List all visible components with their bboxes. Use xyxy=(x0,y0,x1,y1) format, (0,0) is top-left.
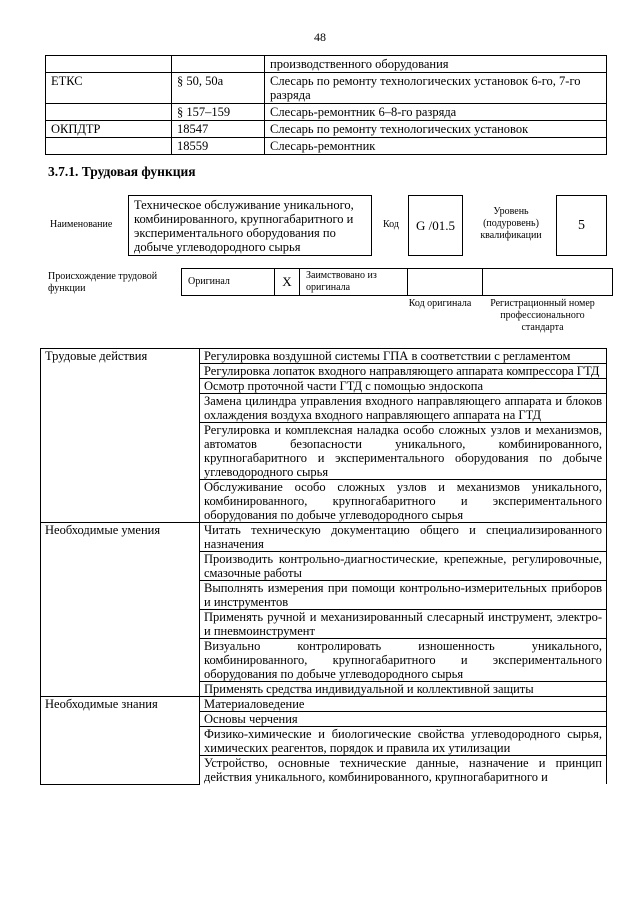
table-row xyxy=(46,138,607,155)
skill-item: Выполнять измерения при помощи контрольно-измерительных приборов и инструментов xyxy=(200,581,607,610)
skill-item: Применять ручной и механизированный слесарный инструмент, электро- и пневмоинструмент xyxy=(200,610,607,639)
table-row xyxy=(46,73,607,104)
skill-item: Применять средства индивидуальной и коллективной защиты xyxy=(200,682,607,697)
labor-action-item: Обслуживание особо сложных узлов и механизмов уникального, комбинированного, крупногабаритного и экспериментального оборудования по добыче углеводородного сырья xyxy=(200,480,607,523)
skill-item: Производить контрольно-диагностические, крепежные, регулировочные, смазочные работы xyxy=(200,552,607,581)
reg-number-caption: Регистрационный номер профессионального стандарта xyxy=(490,298,595,333)
labor-actions-label: Трудовые действия xyxy=(41,349,200,523)
table-row xyxy=(41,697,607,712)
table-cell: § 50, 50а xyxy=(172,73,265,104)
code-label: Код xyxy=(383,219,399,230)
origin-table xyxy=(181,268,613,296)
original-mark: X xyxy=(275,269,300,296)
knowledge-item: Физико-химические и биологические свойства углеводородного сырья, химических реагентов, порядок и правила их утилизации xyxy=(200,727,607,756)
required-knowledge-label: Необходимые знания xyxy=(41,697,200,785)
code-original-cell xyxy=(408,269,483,296)
table-cell: Слесарь по ремонту технологических установок xyxy=(265,121,607,138)
table-cell xyxy=(172,56,265,73)
original-label: Оригинал xyxy=(182,269,275,296)
skill-item: Читать техническую документацию общего и специализированного назначения xyxy=(200,523,607,552)
section-heading: 3.7.1. Трудовая функция xyxy=(48,164,196,179)
table-row xyxy=(46,104,607,121)
table-cell xyxy=(46,138,172,155)
required-skills-label: Необходимые умения xyxy=(41,523,200,697)
borrowed-label: Заимствовано из оригинала xyxy=(300,269,408,296)
table-cell: 18559 xyxy=(172,138,265,155)
table-row xyxy=(46,121,607,138)
page-number: 48 xyxy=(314,30,326,44)
table-cell: Слесарь-ремонтник xyxy=(265,138,607,155)
origin-label: Происхождение трудовой функции xyxy=(48,271,158,294)
labor-action-item: Замена цилиндра управления входного направляющего аппарата и блоков охлаждения воздуха входного направляющего аппарата на ГТД xyxy=(200,394,607,423)
code-original-caption: Код оригинала xyxy=(408,298,472,309)
table-cell: Слесарь-ремонтник 6–8-го разряда xyxy=(265,104,607,121)
table-cell: § 157–159 xyxy=(172,104,265,121)
qualification-table xyxy=(45,55,607,155)
knowledge-item: Материаловедение xyxy=(200,697,607,712)
reg-number-cell xyxy=(483,269,613,296)
table-row xyxy=(46,56,607,73)
function-table xyxy=(40,348,607,785)
function-name: Техническое обслуживание уникального, комбинированного, крупногабаритного и экспериментального оборудования по добыче углеводородного сырья xyxy=(128,195,372,256)
table-cell xyxy=(46,104,172,121)
table-row xyxy=(41,523,607,552)
function-code: G /01.5 xyxy=(408,195,463,256)
knowledge-item: Основы черчения xyxy=(200,712,607,727)
table-cell: 18547 xyxy=(172,121,265,138)
table-cell: ЕТКС xyxy=(46,73,172,104)
labor-action-item: Регулировка воздушной системы ГПА в соответствии с регламентом xyxy=(200,349,607,364)
qualification-level-label: Уровень (подуровень) квалификации xyxy=(480,206,542,241)
table-cell xyxy=(46,56,172,73)
qualification-level-value: 5 xyxy=(556,195,607,256)
labor-action-item: Регулировка лопаток входного направляющего аппарата компрессора ГТД xyxy=(200,364,607,379)
table-cell: ОКПДТР xyxy=(46,121,172,138)
labor-action-item: Регулировка и комплексная наладка особо сложных узлов и механизмов, автоматов безопасности уникального, комбинированного, крупногабаритного и экспериментального оборудования по добыче углеводородного сырья xyxy=(200,423,607,480)
knowledge-item: Устройство, основные технические данные, назначение и принцип действия уникального, комбинированного, крупногабаритного и xyxy=(200,756,607,785)
table-row xyxy=(41,349,607,364)
table-row xyxy=(182,269,613,296)
skill-item: Визуально контролировать изношенность уникального, комбинированного, крупногабаритного и экспериментального оборудования по добыче углеводородного сырья xyxy=(200,639,607,682)
table-cell: производственного оборудования xyxy=(265,56,607,73)
table-cell: Слесарь по ремонту технологических установок 6-го, 7-го разряда xyxy=(265,73,607,104)
labor-action-item: Осмотр проточной части ГТД с помощью эндоскопа xyxy=(200,379,607,394)
name-label: Наименование xyxy=(50,219,113,230)
